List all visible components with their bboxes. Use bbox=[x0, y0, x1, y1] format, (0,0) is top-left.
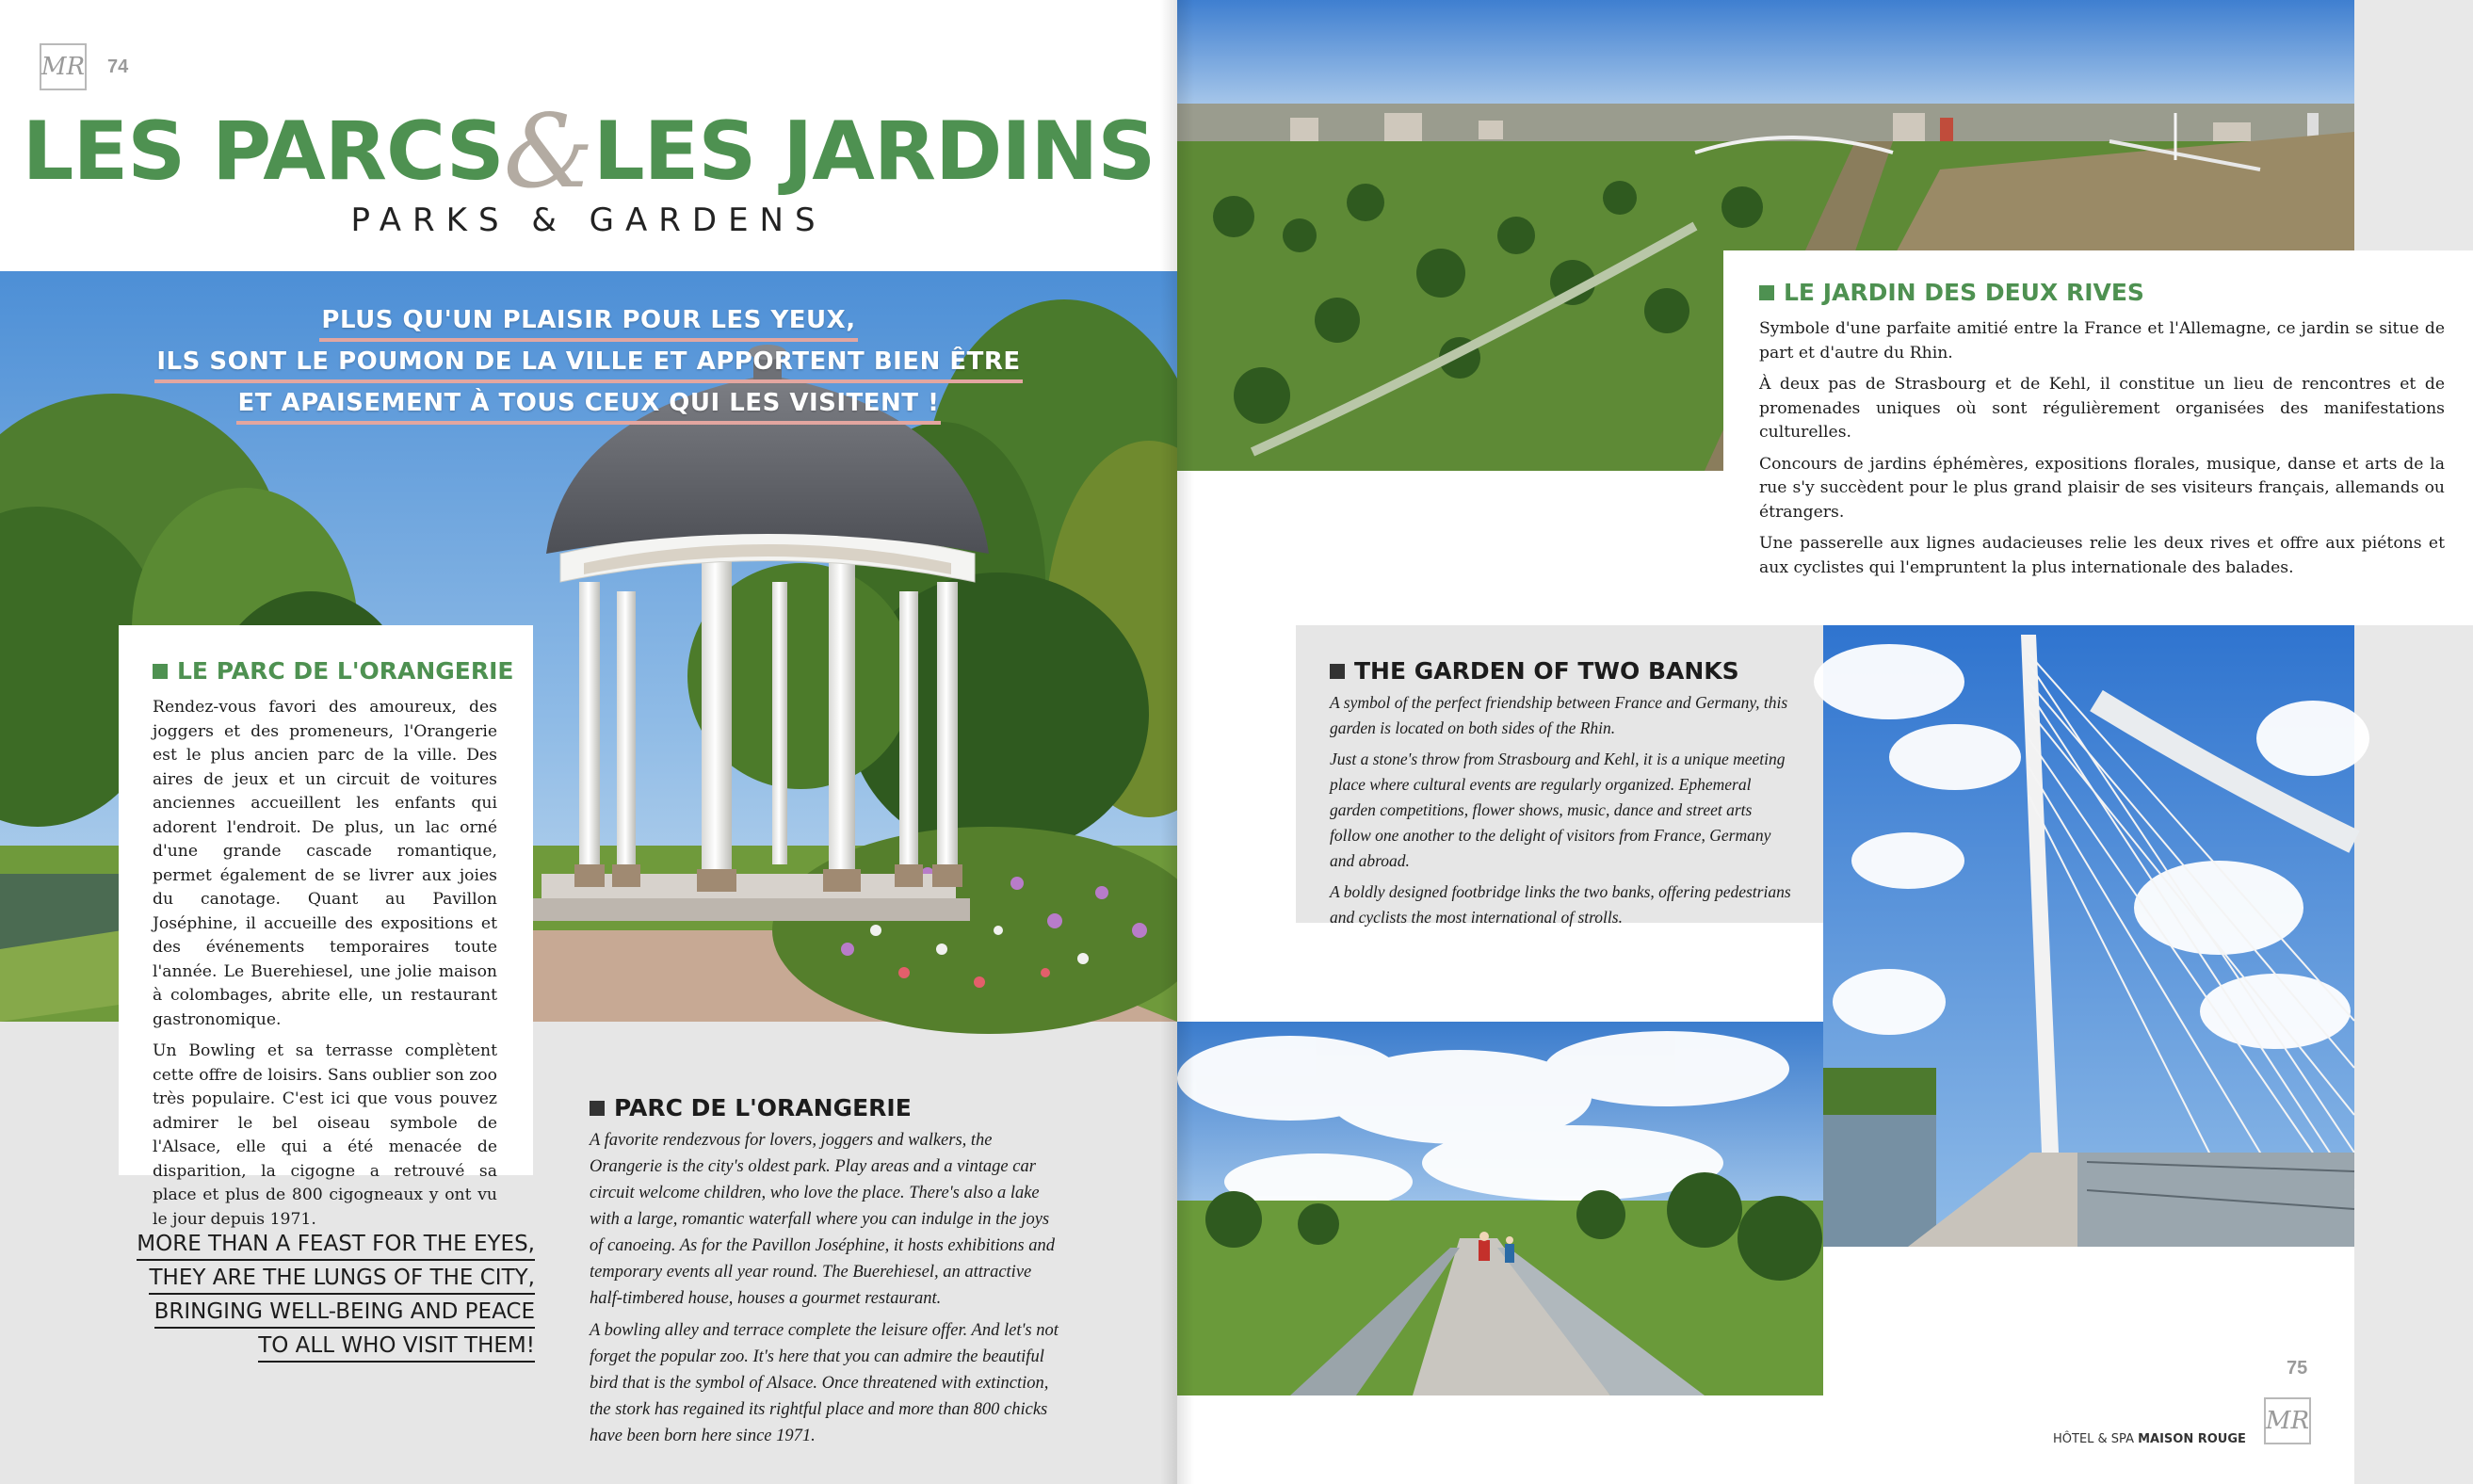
orangerie-en-paragraph-2: A bowling alley and terrace complete the leisure offer. And let's not forget the popular zoo. It's here that you can admire the beautiful bird that is the symbol of Alsace. Once threatened with extinction, the stork has regained its rightful place and more than 800 chicks have been born here since 1971. bbox=[590, 1321, 1059, 1445]
teaser-fr-text-1: PLUS QU'UN PLAISIR POUR LES YEUX, bbox=[319, 306, 857, 342]
cyclists-photo bbox=[1177, 1022, 1823, 1395]
orangerie-en-paragraph-1: A favorite rendezvous for lovers, joggers and walkers, the Orangerie is the city's oldest park. Play areas and a vintage car circuit welcome children, who love the place. There's also a lake with a large, romantic waterfall where you can indulge in the joys of canoeing. As for the Pavillon Joséphine, it hosts exhibitions and temporary events all year round. The Buerehiesel, an attractive half-timbered house, houses a gourmet restaurant. bbox=[590, 1131, 1055, 1308]
teaser-fr-text-3: ET APAISEMENT À TOUS CEUX QUI LES VISITENT ! bbox=[236, 389, 942, 425]
square-bullet-icon bbox=[153, 664, 168, 679]
page-number: 74 bbox=[107, 56, 129, 77]
teaser-en-line-3 bbox=[113, 1299, 535, 1325]
footbridge-photo bbox=[1823, 625, 2354, 1247]
maison-rouge-logo-right bbox=[2264, 1397, 2311, 1444]
teaser-en-text-1: MORE THAN A FEAST FOR THE EYES, bbox=[137, 1232, 535, 1261]
logo-monogram-right: MR bbox=[2265, 1407, 2310, 1435]
book-spine-shadow bbox=[1160, 0, 1194, 1484]
deux-rives-fr-heading bbox=[1759, 279, 2445, 306]
deux-rives-fr-paragraph-4: Une passerelle aux lignes audacieuses relie les deux rives et offre aux piétons et aux cyclistes qui l'empruntent la plus internationale des balades. bbox=[1759, 534, 2445, 577]
orangerie-fr-paragraph-1: Rendez-vous favori des amoureux, des joggers et des promeneurs, l'Orangerie est le plus ancien parc de la ville. Des aires de jeux et un circuit de voitures anciennes accueillent les enfants qui adorent l'endroit. De plus, un lac orné d'une grande cascade romantique, permet également de se livrer aux joies du canotage. Quant au Pavillon Joséphine, il accueille des expositions et des événements temporaires toute l'année. Le Buerehiesel, une jolie maison à colombages, abrite elle, un restaurant gastronomique. bbox=[153, 698, 497, 1029]
title-part1: LES PARCS bbox=[22, 105, 504, 199]
teaser-fr-line-1 bbox=[0, 306, 1177, 334]
deux-rives-fr-box bbox=[1723, 250, 2473, 625]
two-banks-en-heading-text: THE GARDEN OF TWO BANKS bbox=[1354, 657, 1739, 685]
cyclists-illustration bbox=[1177, 1022, 1823, 1395]
footbridge-illustration bbox=[1823, 625, 2354, 1247]
brand-prefix: HÔTEL & SPA bbox=[2053, 1432, 2139, 1446]
page-subtitle: PARKS & GARDENS bbox=[350, 202, 827, 239]
page-number-right: 75 bbox=[2287, 1358, 2308, 1379]
two-banks-en-heading bbox=[1330, 657, 1795, 685]
orangerie-fr-box bbox=[119, 625, 533, 1229]
maison-rouge-logo bbox=[40, 43, 87, 90]
teaser-en-line-1 bbox=[113, 1232, 535, 1257]
deux-rives-fr-paragraph-3: Concours de jardins éphémères, expositions florales, musique, danse et arts de la rue s'y succèdent pour le plus grand plaisir de ses visiteurs français, allemands ou étrangers. bbox=[1759, 454, 2445, 522]
two-banks-en-paragraph-3: A boldly designed footbridge links the two banks, offering pedestrians and cyclists the most international of strolls. bbox=[1330, 882, 1791, 927]
title-ampersand: & bbox=[503, 93, 593, 211]
two-banks-en-box bbox=[1296, 625, 1823, 927]
teaser-en bbox=[113, 1232, 535, 1367]
square-bullet-icon bbox=[1759, 285, 1774, 300]
deux-rives-fr-paragraph-2: À deux pas de Strasbourg et de Kehl, il constitue un lieu de rencontres et de promenades uniques où sont régulièrement organisées des manifestations culturelles. bbox=[1759, 375, 2445, 442]
brand-name: MAISON ROUGE bbox=[2138, 1432, 2246, 1446]
teaser-en-line-2 bbox=[113, 1266, 535, 1291]
square-bullet-icon bbox=[590, 1101, 605, 1116]
orangerie-fr-heading bbox=[153, 657, 514, 685]
teaser-fr-line-2 bbox=[0, 347, 1177, 376]
teaser-fr-text-2: ILS SONT LE POUMON DE LA VILLE ET APPORTENT BIEN ÊTRE bbox=[154, 347, 1022, 383]
page-title bbox=[0, 93, 1177, 211]
orangerie-en-block bbox=[590, 1094, 1060, 1455]
square-bullet-icon bbox=[1330, 664, 1345, 679]
deux-rives-fr-paragraph-1: Symbole d'une parfaite amitié entre la France et l'Allemagne, ce jardin se situe de part et d'autre du Rhin. bbox=[1759, 319, 2445, 363]
two-banks-en-paragraph-1: A symbol of the perfect friendship between France and Germany, this garden is located on both sides of the Rhin. bbox=[1330, 693, 1788, 737]
title-part2: LES JARDINS bbox=[592, 105, 1156, 199]
orangerie-fr-heading-text: LE PARC DE L'ORANGERIE bbox=[177, 657, 514, 685]
logo-monogram: MR bbox=[40, 53, 86, 81]
orangerie-fr-paragraph-2: Un Bowling et sa terrasse complètent cette offre de loisirs. Sans oublier son zoo très populaire. C'est ici que vous pouvez admirer le bel oiseau symbole de l'Alsace, elle qui a été menacée de disparition, la cigogne a retrouvé sa place et plus de 800 cigogneaux y ont vu le jour depuis 1971. bbox=[153, 1041, 498, 1229]
teaser-en-text-2: THEY ARE THE LUNGS OF THE CITY, bbox=[149, 1266, 535, 1295]
orangerie-en-heading bbox=[590, 1094, 1060, 1121]
deux-rives-fr-heading-text: LE JARDIN DES DEUX RIVES bbox=[1784, 279, 2144, 306]
brand-footer bbox=[2053, 1432, 2246, 1446]
teaser-fr-line-3 bbox=[0, 389, 1177, 417]
teaser-en-text-4: TO ALL WHO VISIT THEM! bbox=[258, 1333, 535, 1363]
orangerie-en-heading-text: PARC DE L'ORANGERIE bbox=[614, 1094, 912, 1121]
teaser-en-text-3: BRINGING WELL-BEING AND PEACE bbox=[154, 1299, 535, 1329]
left-page bbox=[0, 0, 1177, 1484]
right-page bbox=[1177, 0, 2445, 1484]
two-banks-en-paragraph-2: Just a stone's throw from Strasbourg and Kehl, it is a unique meeting place where cultural events are regularly organized. Ephemeral garden competitions, flower shows, music, dance and street arts follow one another to the delight of visitors from France, Germany and abroad. bbox=[1330, 750, 1786, 870]
teaser-en-line-4 bbox=[113, 1333, 535, 1359]
